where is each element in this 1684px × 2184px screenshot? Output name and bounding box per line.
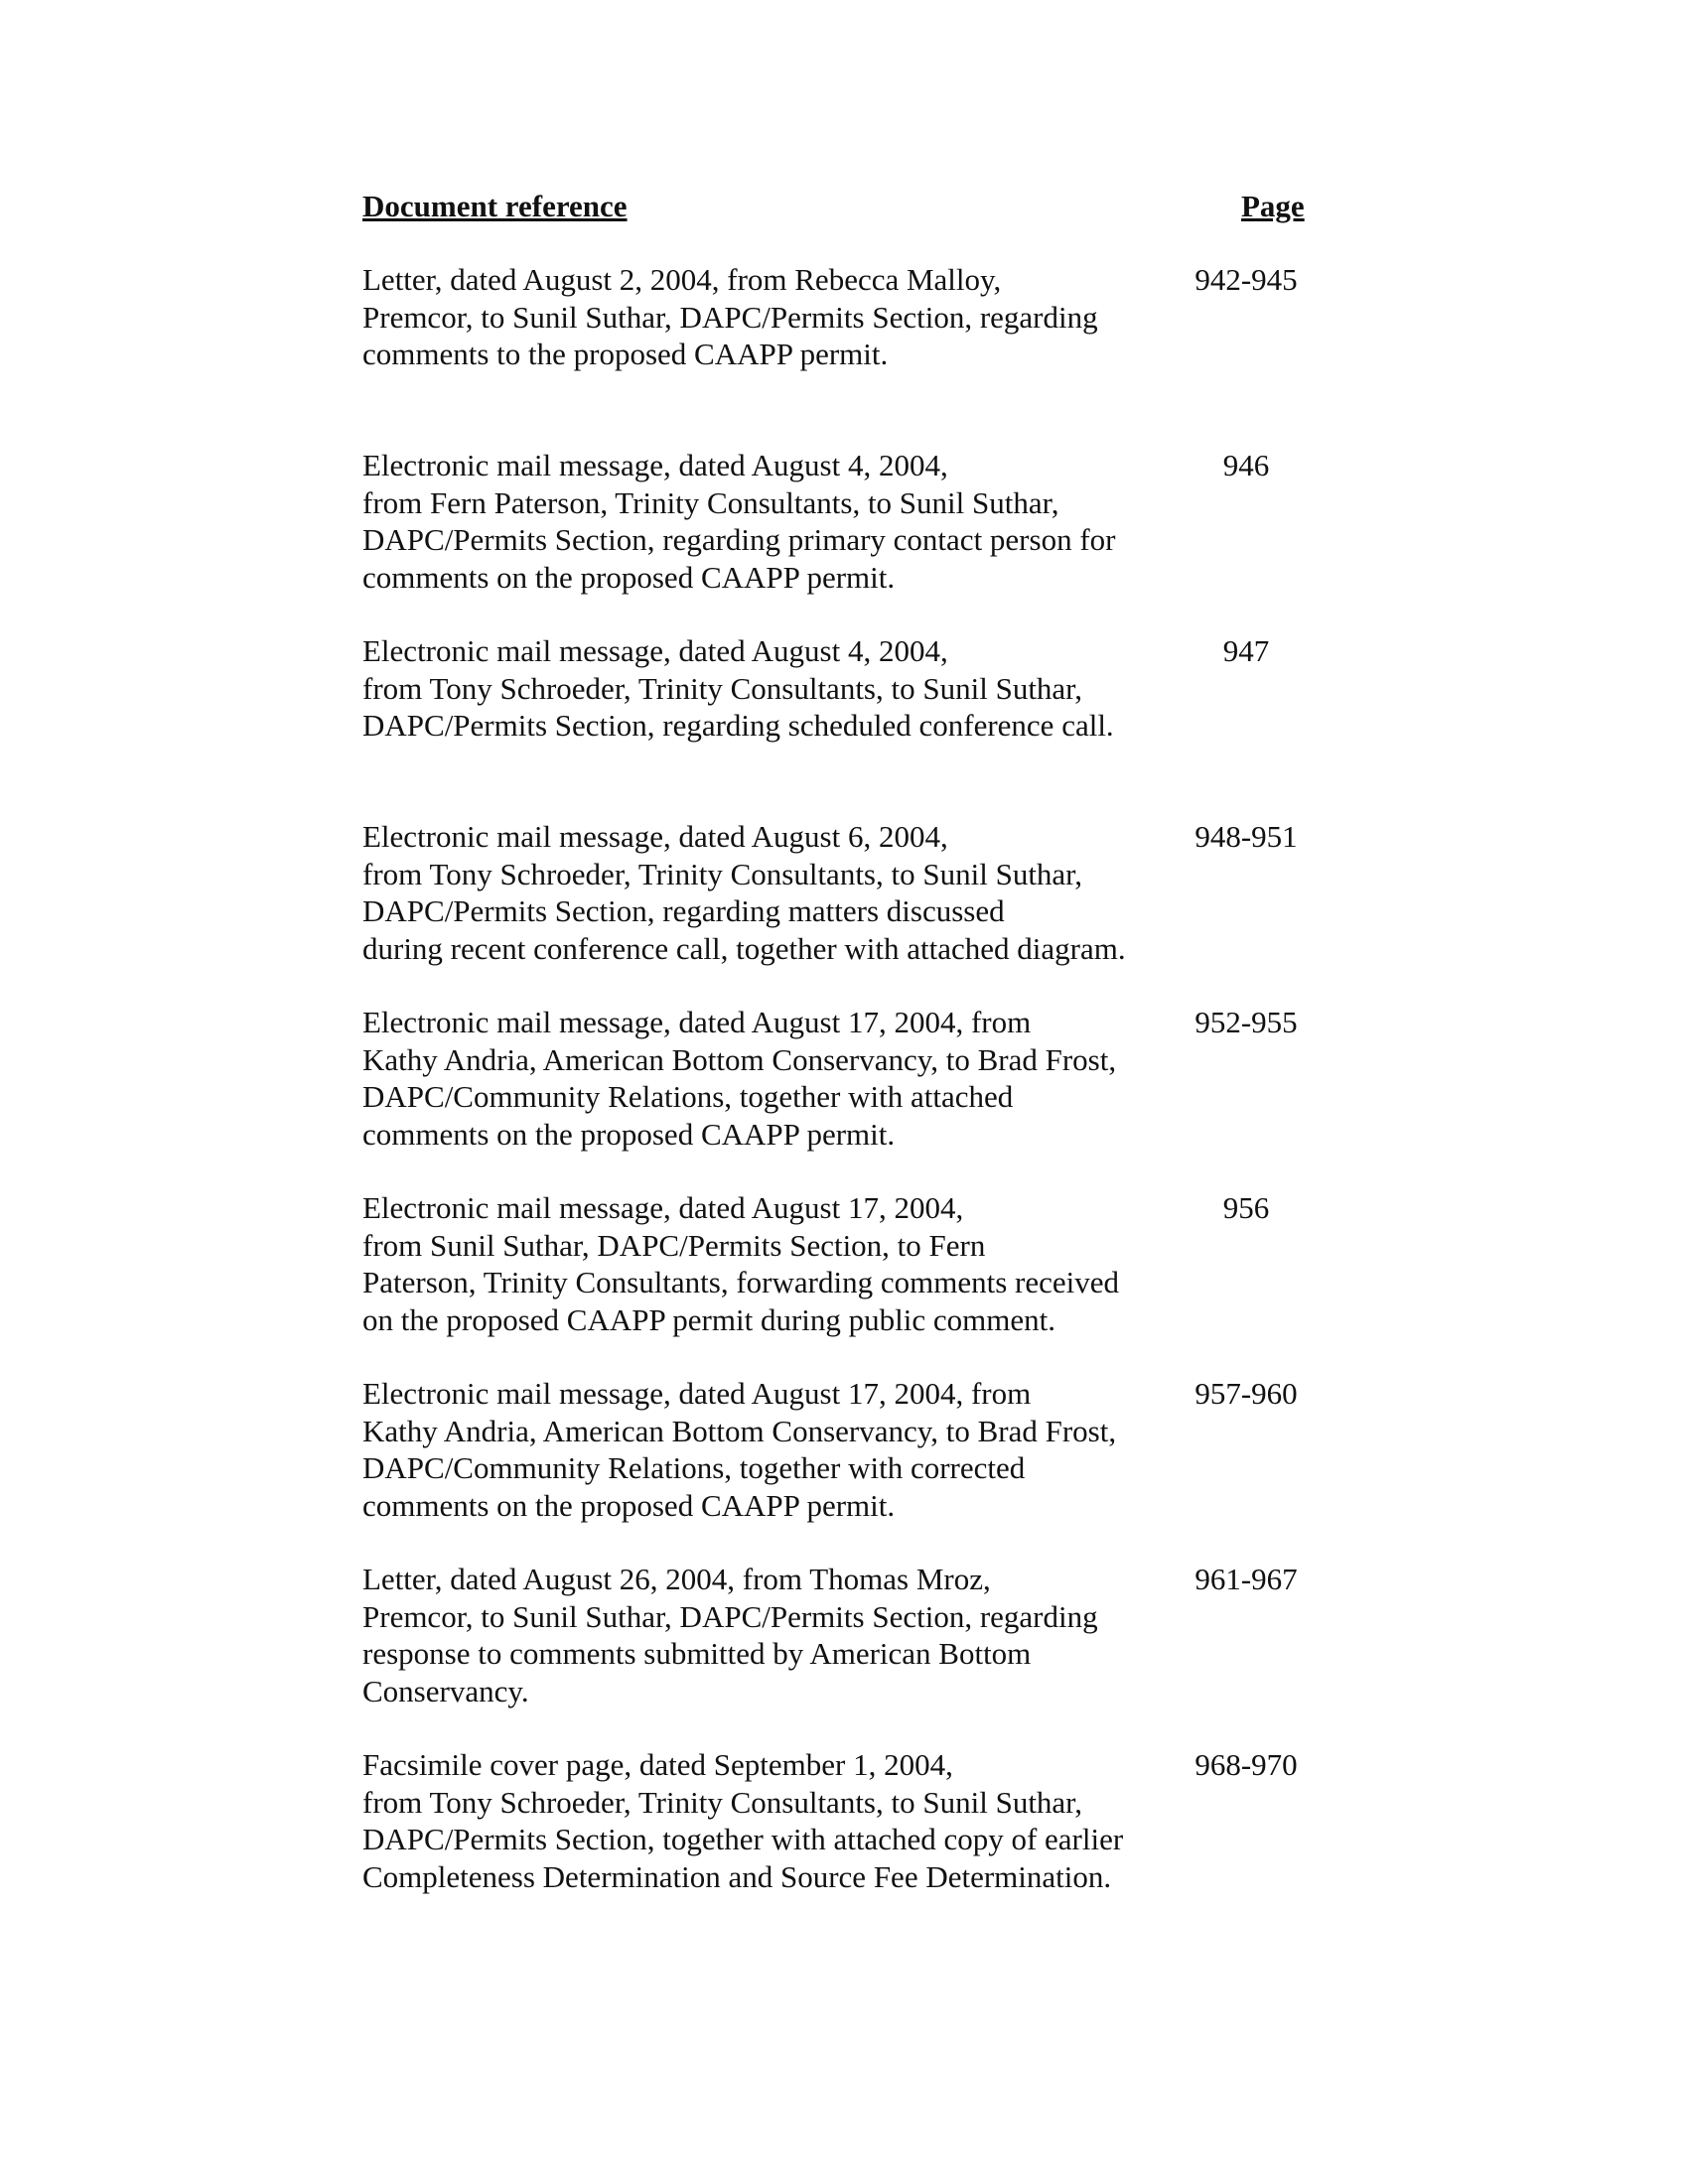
list-item: [362, 1561, 1355, 1746]
list-item: [362, 818, 1355, 1004]
list-item: [362, 632, 1355, 818]
entry-pages: 957-960: [1194, 1376, 1298, 1411]
entry-pages: 952-955: [1194, 1005, 1298, 1039]
entry-pages: 968-970: [1194, 1747, 1298, 1782]
entry-description: Electronic mail message, dated August 4, 2004, from Tony Schroeder, Trinity Consultants, to Sunil Suthar, DAPC/Permits Section, regarding scheduled conference call.: [362, 633, 1114, 743]
list-item: [362, 1375, 1355, 1561]
table-header: [362, 189, 1316, 232]
entry-description: Letter, dated August 26, 2004, from Thomas Mroz, Premcor, to Sunil Suthar, DAPC/Permits Section, regarding response to comments submitted by American Bottom Conservancy.: [362, 1562, 1098, 1708]
entry-description: Facsimile cover page, dated September 1, 2004, from Tony Schroeder, Trinity Consultants, to Sunil Suthar, DAPC/Permits Section, together with attached copy of earlier Completeness Determination and Source Fee Determination.: [362, 1747, 1124, 1894]
entry-pages: 947: [1222, 633, 1270, 668]
page-heading: Page: [1241, 189, 1305, 223]
entry-pages: 942-945: [1194, 262, 1298, 297]
entry-pages: 948-951: [1194, 819, 1298, 854]
entry-pages: 961-967: [1194, 1562, 1298, 1596]
document-reference-heading: Document reference: [362, 189, 628, 223]
entry-description: Electronic mail message, dated August 4, 2004, from Fern Paterson, Trinity Consultants, to Sunil Suthar, DAPC/Permits Section, regarding primary contact person for comments on the proposed CAAPP permit.: [362, 448, 1116, 595]
entry-description: Electronic mail message, dated August 17, 2004, from Sunil Suthar, DAPC/Permits Section, to Fern Paterson, Trinity Consultants, forwarding comments received on the proposed CAAPP permit during public comment.: [362, 1190, 1119, 1337]
entry-description: Letter, dated August 2, 2004, from Rebecca Malloy, Premcor, to Sunil Suthar, DAPC/Permits Section, regarding comments to the proposed CAAPP permit.: [362, 262, 1098, 371]
entry-pages: 946: [1222, 448, 1270, 482]
entry-pages: 956: [1222, 1190, 1270, 1225]
list-item: [362, 261, 1355, 447]
document-reference-list: [362, 261, 1355, 1932]
entry-description: Electronic mail message, dated August 6, 2004, from Tony Schroeder, Trinity Consultants, to Sunil Suthar, DAPC/Permits Section, regarding matters discussed during recent conference call, together with attached diagram.: [362, 819, 1126, 966]
list-item: [362, 447, 1355, 632]
entry-description: Electronic mail message, dated August 17, 2004, from Kathy Andria, American Bottom Conservancy, to Brad Frost, DAPC/Community Relations, together with corrected comments on the proposed CAAPP permit.: [362, 1376, 1117, 1523]
entry-description: Electronic mail message, dated August 17, 2004, from Kathy Andria, American Bottom Conservancy, to Brad Frost, DAPC/Community Relations, together with attached comments on the proposed CAAPP permit.: [362, 1005, 1117, 1152]
list-item: [362, 1746, 1355, 1932]
list-item: [362, 1004, 1355, 1189]
list-item: [362, 1189, 1355, 1375]
